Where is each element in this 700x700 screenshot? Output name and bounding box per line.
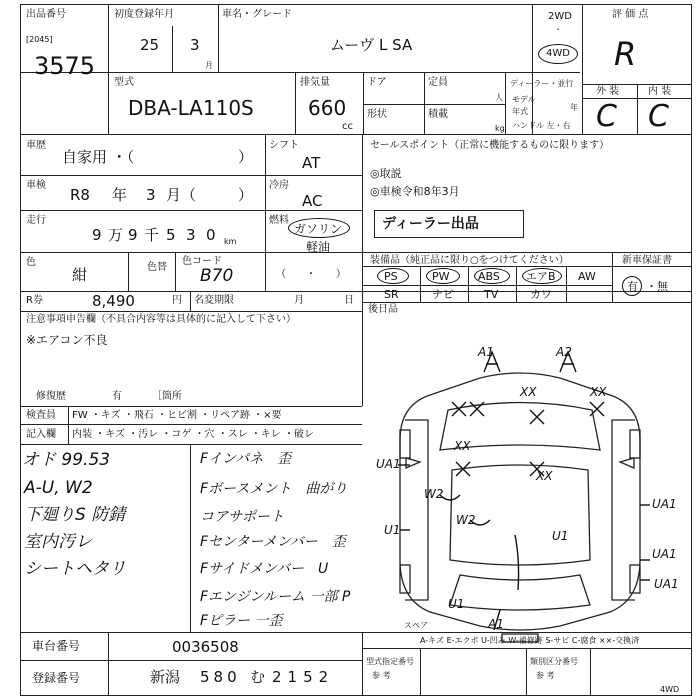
- mark-ua1-left: UA1: [376, 457, 401, 471]
- recycle-unit: 円: [172, 295, 182, 306]
- fuel-gas: ガソリン: [294, 222, 343, 236]
- type-value: DBA-LA110S: [128, 96, 254, 120]
- repair-bracket: ［箇所: [152, 391, 182, 402]
- plate-label: 登録番号: [32, 671, 81, 685]
- drive-2wd: 2WD: [548, 11, 572, 22]
- mark-ua1-right-2: UA1: [652, 547, 677, 561]
- mark-ua1-rear: UA1: [654, 577, 679, 591]
- type-label: 型式: [114, 77, 134, 88]
- right-note-5: Fサイドメンバー U: [200, 561, 329, 577]
- equip-tv: TV: [484, 288, 499, 301]
- history-label: 車歴: [26, 140, 46, 151]
- seats-label: 定員: [428, 77, 448, 88]
- left-note-2: A-U, W2: [24, 478, 93, 498]
- damage-legend: A-キズ E-エクボ U-凹み W-補修跡 S-サビ C-腐食 ××-交換済: [420, 636, 640, 645]
- equip-airbag: エアB: [526, 270, 556, 283]
- inspection-year-unit: 年: [112, 186, 128, 204]
- left-note-1: オド 99.53: [22, 450, 111, 470]
- recycle-value: 8,490: [92, 292, 135, 310]
- first-reg-label: 初度登録年月: [114, 9, 174, 20]
- disp-value: 660: [308, 96, 347, 120]
- footer-4wd: 4WD: [660, 685, 680, 694]
- mark-xx-door-left: XX: [454, 439, 471, 453]
- name-change-month: 月: [294, 295, 304, 306]
- mark-u1-rear-left: U1: [448, 597, 465, 611]
- equip-abs: ABS: [478, 270, 500, 283]
- model-year-label: モデル: [512, 95, 536, 104]
- fuel-paren: （ ・ ）: [276, 269, 346, 280]
- warranty-label: 新車保証書: [622, 255, 672, 266]
- disp-unit: cc: [342, 121, 353, 132]
- ac-value: AC: [302, 192, 323, 210]
- inspection-era: R8: [70, 186, 90, 204]
- model-label: 車名・グレード: [222, 9, 292, 20]
- sales-label: セールスポイント（正常に機能するものに限ります）: [370, 140, 610, 151]
- grade-value: R: [614, 35, 637, 73]
- chassis-label: 車台番号: [32, 639, 81, 653]
- interior-label: 内 装: [648, 86, 672, 97]
- name-change-day: 日: [344, 295, 354, 306]
- mileage-d5: 0: [206, 226, 216, 244]
- door-label: ドア: [367, 77, 387, 88]
- right-note-1: Fインパネ 歪: [200, 451, 292, 467]
- record-label: 記入欄: [26, 429, 56, 440]
- inspection-month-unit: 月（: [166, 186, 197, 204]
- mileage-u2: 千: [144, 226, 160, 244]
- handle-label: ハンドル 左・右: [512, 121, 571, 130]
- mark-xx-hood: XX: [520, 385, 537, 399]
- right-note-3: コアサポート: [200, 509, 284, 525]
- type-cert-ref: 参 考: [372, 671, 391, 680]
- inspection-close: ）: [238, 186, 254, 204]
- mark-xx-door-right: XX: [536, 469, 553, 483]
- drive-4wd: 4WD: [546, 48, 570, 59]
- repair-value: 有: [112, 391, 122, 402]
- fuel-label: 燃料: [269, 215, 289, 226]
- equip-navi: ナビ: [432, 288, 454, 301]
- equip-ps: PS: [384, 270, 398, 283]
- right-note-4: Fセンターメンバー 歪: [200, 534, 346, 550]
- notes-line-1: ※エアコン不良: [26, 333, 108, 347]
- year-unit: 年: [570, 103, 578, 112]
- lot-sub: [2045]: [26, 35, 53, 44]
- mark-ua1-right: UA1: [652, 497, 677, 511]
- mark-a1-bottom: A1: [488, 617, 504, 631]
- history-close: ）: [238, 148, 254, 166]
- grade-label: 評 価 点: [612, 9, 649, 20]
- left-note-5: シートヘタリ: [24, 559, 126, 579]
- plate-kana: む: [250, 668, 266, 686]
- plate-class: 580: [200, 668, 241, 686]
- mark-xx-right: XX: [590, 385, 607, 399]
- mileage-d4: 3: [186, 226, 196, 244]
- right-note-2: Fボースメント 曲がり: [200, 481, 348, 497]
- mark-w2-center: W2: [456, 513, 476, 527]
- lot-label: 出品番号: [26, 9, 66, 20]
- shift-value: AT: [302, 154, 321, 172]
- recycle-label: R券: [26, 295, 43, 306]
- exterior-label: 外 装: [596, 86, 620, 97]
- mileage-label: 走行: [26, 215, 46, 226]
- equip-sr: SR: [384, 288, 399, 301]
- mileage-unit: km: [224, 237, 237, 246]
- right-note-7: Fピラー 一歪: [200, 613, 283, 629]
- notes-label: 注意事項申告欄（不具合内容等は具体的に記入して下さい）: [26, 314, 296, 325]
- class-ref: 参 考: [536, 671, 555, 680]
- load-label: 積載: [428, 109, 448, 120]
- mileage-d1: 9: [92, 226, 102, 244]
- right-note-6: Fエンジンルーム 一部 P: [200, 589, 351, 605]
- color-value: 紺: [72, 266, 88, 284]
- type-cert-label: 型式指定番号: [366, 657, 414, 666]
- sales-item-1: ◎取説: [370, 167, 402, 180]
- tint-label: 色替: [147, 262, 167, 273]
- repair-label: 修復歴: [36, 391, 66, 402]
- spare-label: スペア: [404, 621, 428, 630]
- model-year-label2: 年式: [512, 107, 528, 116]
- chassis-value: 0036508: [172, 638, 239, 656]
- mileage-d2: 9: [128, 226, 138, 244]
- name-change-label: 名変期限: [194, 295, 234, 306]
- load-unit: kg: [495, 124, 505, 133]
- mark-u1-rear: U1: [552, 529, 569, 543]
- ac-label: 冷房: [269, 180, 289, 191]
- warranty-no: ・無: [646, 280, 668, 293]
- dealer-label: ディーラー・並行: [510, 79, 574, 88]
- first-reg-year: 25: [140, 36, 160, 54]
- interior-value: C: [648, 99, 669, 134]
- sales-item-2: ◎車検令和8年3月: [370, 185, 460, 198]
- shape-label: 形状: [367, 109, 387, 120]
- equip-pw: PW: [432, 270, 450, 283]
- mark-a1-top: A1: [478, 345, 494, 359]
- warranty-yes: 有: [627, 280, 638, 293]
- first-reg-month-unit: 月: [205, 61, 213, 70]
- first-reg-month: 3: [190, 36, 200, 54]
- rear-seat-label: 後日品: [368, 304, 398, 315]
- dealer-box-text: ディーラー出品: [382, 216, 479, 232]
- mark-a2-top: A2: [556, 345, 572, 359]
- lot-number: 3575: [34, 52, 96, 80]
- inspection-month: 3: [146, 186, 156, 204]
- record-line: 内装 ・キズ ・汚レ ・コゲ ・穴 ・スレ ・キレ ・破レ: [72, 429, 314, 440]
- class-label: 類別区分番号: [530, 657, 578, 666]
- mileage-u1: 万: [108, 226, 124, 244]
- left-note-3: 下廻りS 防錆: [24, 505, 126, 525]
- disp-label: 排気量: [300, 77, 330, 88]
- check-line: FW ・キズ ・飛石 ・ヒビ割 ・リペア跡 ・×要: [72, 410, 282, 421]
- left-note-4: 室内汚レ: [24, 532, 92, 552]
- history-value: 自家用 ・（: [62, 148, 135, 166]
- equipment-label: 装備品（純正品に限り○をつけてください）: [370, 255, 569, 266]
- equip-aw: AW: [578, 270, 596, 283]
- mark-w2-left: W2: [424, 487, 444, 501]
- mark-u1-left: U1: [384, 523, 401, 537]
- model-name: ムーヴ L SA: [330, 36, 413, 54]
- plate-region: 新潟: [150, 668, 181, 686]
- color-label: 色: [26, 257, 36, 268]
- mileage-d3: 5: [166, 226, 176, 244]
- shift-label: シフト: [269, 140, 299, 151]
- plate-number: 2152: [272, 668, 335, 686]
- exterior-value: C: [596, 99, 617, 134]
- seats-unit: 人: [495, 93, 503, 102]
- color-code-label: 色コード: [182, 256, 222, 267]
- equip-leather: カワ: [530, 288, 552, 301]
- color-code: B70: [200, 266, 234, 286]
- check-label: 検査員: [26, 410, 56, 421]
- fuel-light: 軽油: [306, 240, 331, 254]
- drive-dot: ・: [554, 25, 562, 34]
- inspection-label: 車検: [26, 180, 46, 191]
